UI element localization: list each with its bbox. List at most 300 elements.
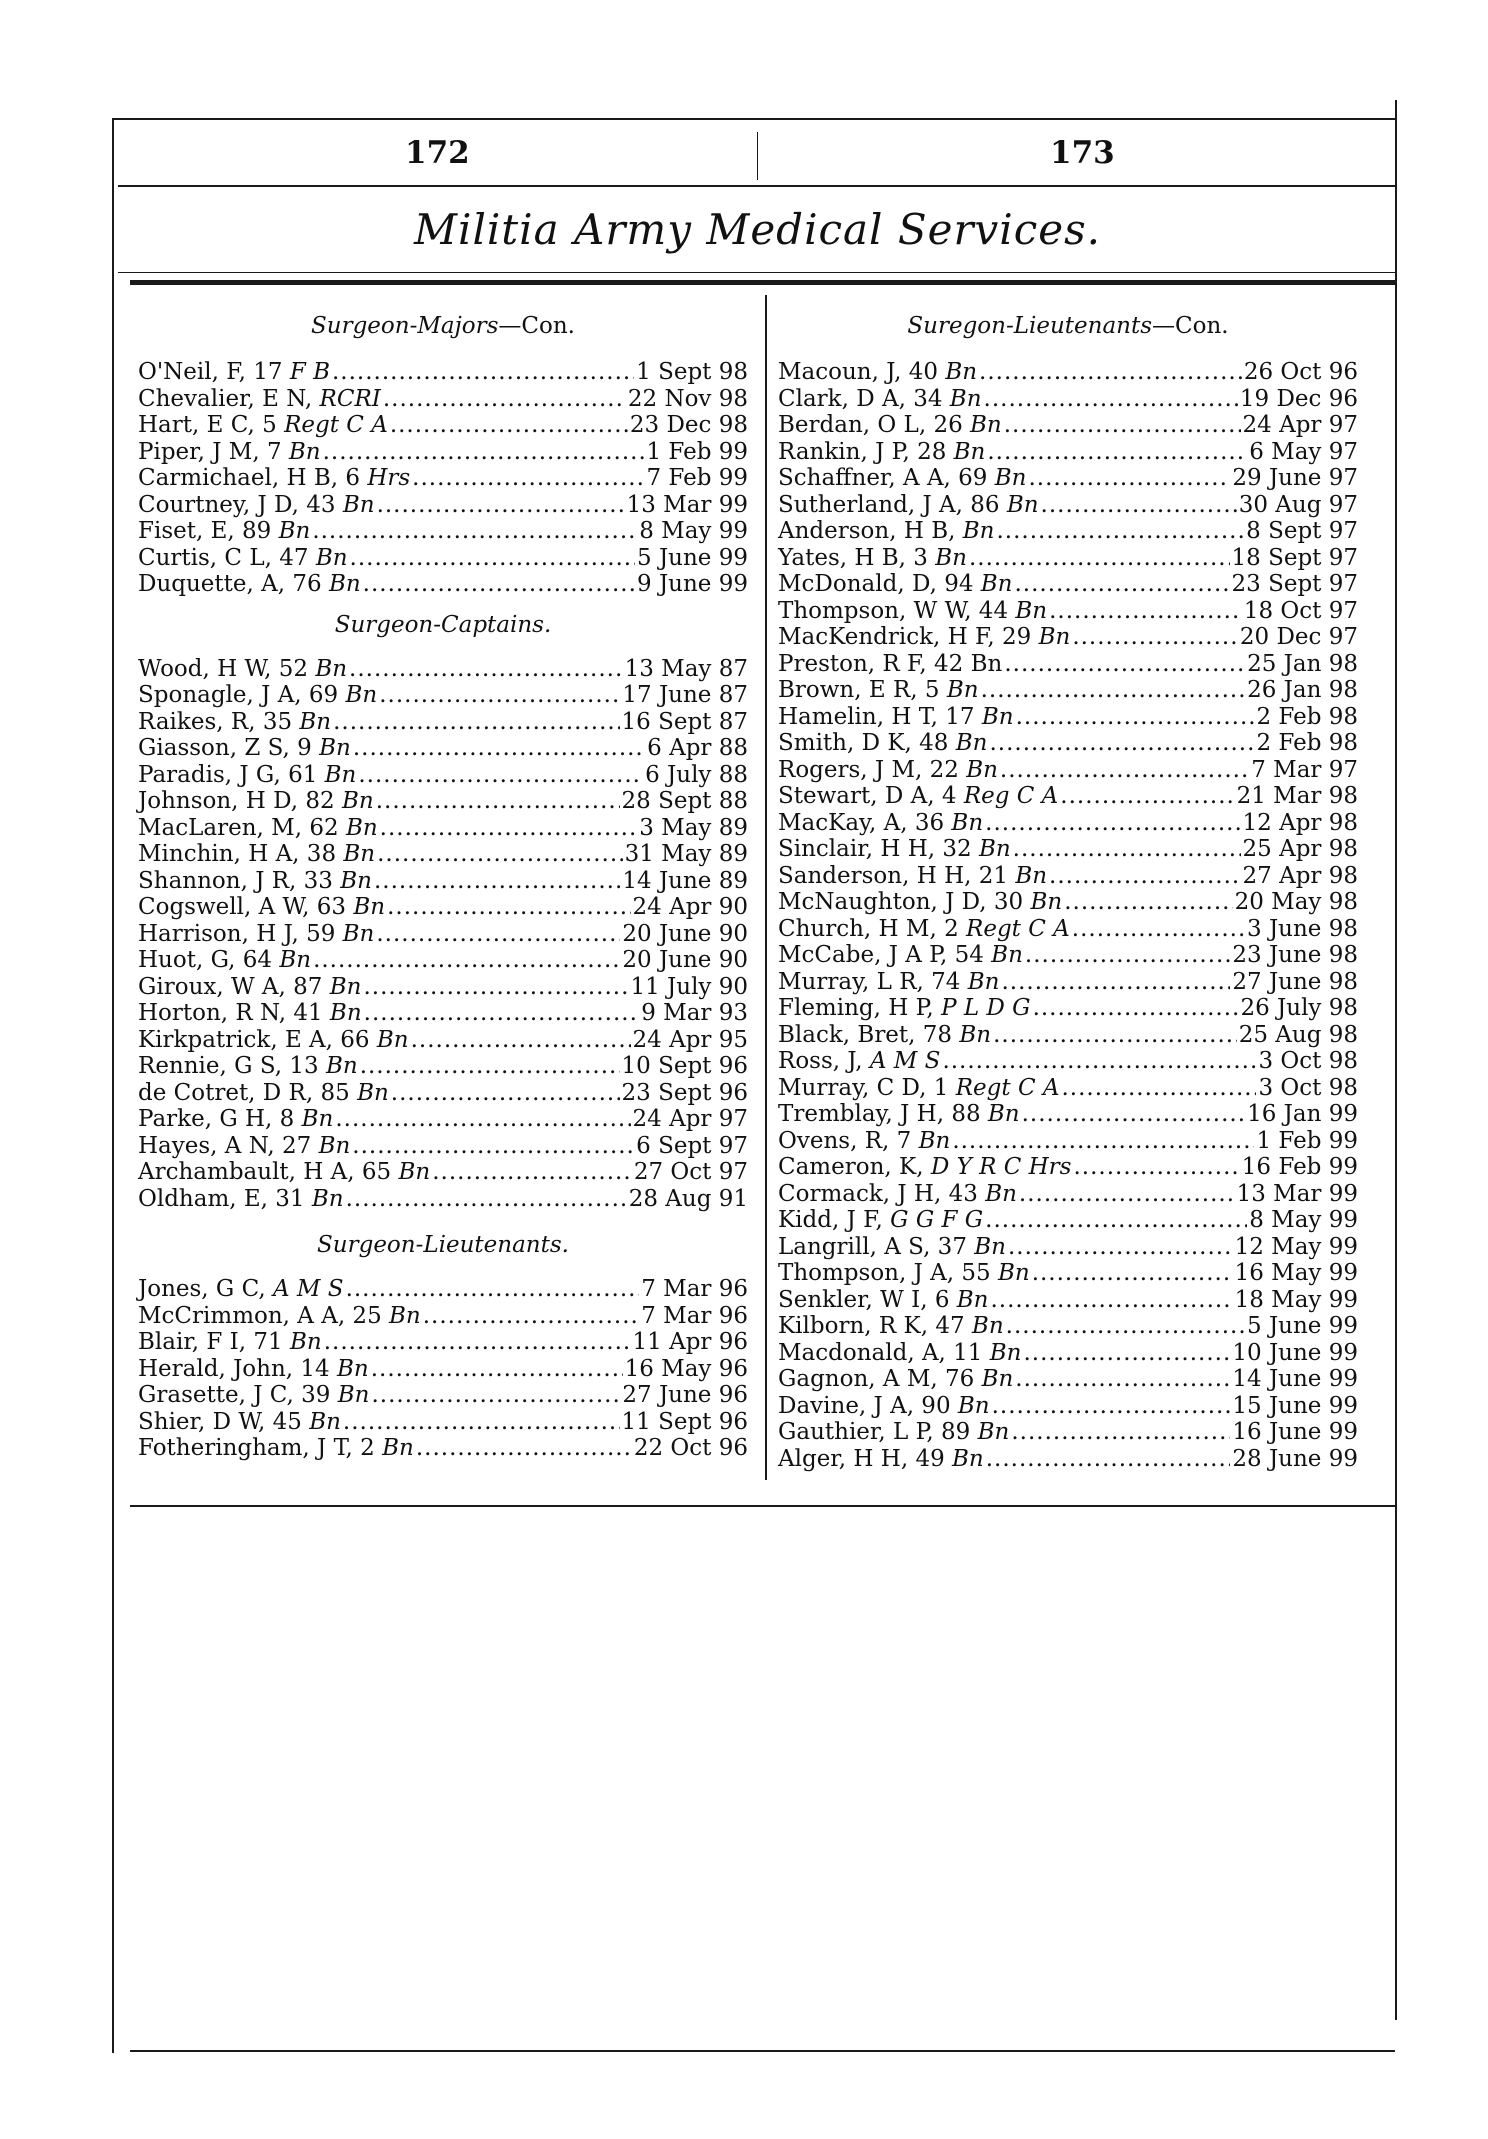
- officer-name-text: MacKendrick, H F, 29: [778, 624, 1032, 650]
- appointment-date: 18 Oct 97: [1243, 597, 1358, 624]
- officer-name-text: Blair, F I, 71: [138, 1329, 283, 1355]
- dot-leader: [986, 1446, 1231, 1473]
- appointment-date: 25 Apr 98: [1242, 836, 1358, 862]
- frame-right-rule: [1395, 100, 1397, 2020]
- officer-name: [778, 386, 982, 413]
- page-number-left: 172: [405, 135, 470, 171]
- dot-leader: [377, 492, 625, 519]
- dot-leader: [985, 1207, 1247, 1234]
- officer-name-text: Fleming, H P,: [778, 995, 934, 1021]
- dot-leader: [987, 439, 1247, 466]
- officer-unit: Bn: [952, 1445, 984, 1472]
- dot-leader: [1064, 889, 1232, 916]
- officer-entry: [138, 1382, 748, 1409]
- officer-name: [138, 1276, 344, 1303]
- officer-name: [138, 656, 347, 683]
- appointment-date: 3 Oct 98: [1258, 1048, 1358, 1074]
- officer-name-text: Black, Bret, 78: [778, 1021, 953, 1048]
- officer-unit: Bn: [340, 867, 372, 894]
- officer-entry: [138, 518, 748, 545]
- officer-name-text: Paradis, J G, 61: [138, 761, 318, 788]
- dot-leader: [376, 921, 620, 948]
- dot-leader: [1016, 704, 1255, 731]
- officer-name-text: Courtney, J D, 43: [138, 491, 336, 518]
- appointment-date: 28 Sept 88: [621, 788, 748, 814]
- officer-unit: Bn: [1015, 862, 1048, 889]
- dot-leader: [979, 359, 1242, 386]
- section-heading: [778, 313, 1358, 339]
- dot-leader: [371, 1382, 620, 1409]
- officer-name-text: Berdan, O L, 26: [778, 412, 963, 438]
- officer-name: [778, 810, 983, 837]
- officer-name-text: Rennie, G S, 13: [138, 1053, 319, 1079]
- appointment-date: 20 May 98: [1234, 889, 1358, 915]
- officer-name: [778, 677, 979, 704]
- officer-entry: [778, 545, 1358, 572]
- dot-leader: [335, 1106, 630, 1133]
- officer-name-text: Shier, D W, 45: [138, 1408, 302, 1435]
- officer-unit: Bn: [987, 1101, 1020, 1127]
- officer-name-text: Ovens, R, 7: [778, 1127, 912, 1154]
- officer-name-text: Schaffner, A A, 69: [778, 465, 988, 491]
- dot-leader: [1000, 757, 1249, 784]
- dot-leader: [352, 1133, 634, 1160]
- officer-unit: Bn: [1015, 597, 1048, 624]
- appointment-date: 7 Mar 96: [641, 1276, 748, 1302]
- officer-unit: Bn: [957, 1392, 990, 1419]
- dot-leader: [350, 545, 635, 572]
- officer-name-text: Ross, J,: [778, 1048, 863, 1074]
- dot-leader: [942, 1048, 1256, 1075]
- officer-unit: Bn: [342, 491, 375, 518]
- appointment-date: 16 Feb 99: [1241, 1154, 1358, 1180]
- officer-name-text: Sponagle, J A, 69: [138, 682, 339, 708]
- officer-name-text: Oldham, E, 31: [138, 1185, 305, 1212]
- section-surgeon-captains: [138, 612, 748, 1213]
- officer-unit: Bn: [345, 682, 378, 708]
- officer-unit: Bn: [315, 655, 348, 682]
- appointment-date: 5 June 99: [1247, 1313, 1358, 1339]
- officer-name: [778, 889, 1062, 916]
- appointment-date: 1 Feb 99: [646, 438, 748, 465]
- dot-leader: [313, 947, 620, 974]
- appointment-date: 16 Sept 87: [621, 708, 748, 735]
- appointment-date: 22 Oct 96: [633, 1435, 748, 1461]
- officer-unit: Bn: [991, 942, 1023, 968]
- dot-leader: [985, 810, 1240, 837]
- officer-name: [138, 682, 377, 709]
- officer-name: [778, 757, 998, 784]
- dot-leader: [1041, 492, 1237, 519]
- officer-name-text: Wood, H W, 52: [138, 655, 308, 682]
- officer-name: [138, 947, 311, 974]
- section-heading: [138, 313, 748, 339]
- officer-name: [778, 624, 1070, 651]
- dot-leader: [993, 1022, 1237, 1049]
- officer-name: [138, 545, 348, 572]
- officer-unit: Bn: [966, 756, 998, 783]
- officer-entry: [778, 412, 1358, 439]
- officer-name-text: McNaughton, J D, 30: [778, 889, 1024, 915]
- appointment-date: 14 June 99: [1232, 1366, 1358, 1392]
- title-rule-thick: [130, 280, 1395, 285]
- officer-name-text: Langrill, A S, 37: [778, 1233, 967, 1260]
- officer-name: [778, 1207, 983, 1234]
- officer-name: [138, 386, 381, 413]
- dot-leader: [353, 735, 645, 762]
- dot-leader: [324, 1329, 631, 1356]
- officer-name: [778, 1234, 1006, 1261]
- officer-name: [138, 571, 361, 598]
- appointment-date: 11 Sept 96: [621, 1408, 748, 1435]
- dot-leader: [412, 465, 644, 492]
- officer-name: [778, 1128, 950, 1155]
- dot-leader: [387, 894, 630, 921]
- officer-unit: Bn: [329, 1000, 362, 1026]
- officer-name-text: Carmichael, H B, 6: [138, 465, 360, 491]
- officer-name-text: Yates, H B, 3: [778, 544, 928, 571]
- officer-name-text: Horton, R N, 41: [138, 1000, 323, 1026]
- header-divider: [757, 132, 758, 180]
- officer-unit: Bn: [955, 730, 988, 756]
- officer-name: [138, 1027, 409, 1054]
- dot-leader: [358, 762, 643, 789]
- officer-entry: [138, 439, 748, 466]
- appointment-date: 8 May 99: [1249, 1207, 1358, 1233]
- officer-unit: A M S: [273, 1276, 344, 1302]
- officer-name-text: Hayes, A N, 27: [138, 1132, 312, 1159]
- dot-leader: [1022, 1101, 1245, 1128]
- dot-leader: [360, 1053, 620, 1080]
- dot-leader: [363, 974, 628, 1001]
- officer-unit: P L D G: [941, 995, 1031, 1021]
- dot-leader: [1028, 465, 1230, 492]
- officer-unit: Bn: [951, 809, 984, 836]
- officer-entry: [138, 1106, 748, 1133]
- officer-name: [138, 1356, 369, 1383]
- officer-entry: [138, 571, 748, 598]
- officer-name-text: Macdonald, A, 11: [778, 1339, 983, 1366]
- officer-name-text: Sanderson, H H, 21: [778, 862, 1009, 889]
- section-heading-title: Surgeon-Lieutenants.: [317, 1232, 569, 1258]
- dot-leader: [1019, 1181, 1235, 1208]
- officer-name: [778, 1419, 1009, 1446]
- officer-unit: Bn: [301, 1106, 334, 1132]
- officer-unit: Bn: [278, 518, 311, 544]
- dot-leader: [989, 730, 1254, 757]
- appointment-date: 12 Apr 98: [1242, 809, 1358, 836]
- appointment-date: 27 Oct 97: [633, 1159, 748, 1185]
- officer-entry: [778, 995, 1358, 1022]
- officer-entry: [138, 1409, 748, 1436]
- officer-unit: Bn: [1006, 491, 1039, 518]
- dot-leader: [1025, 942, 1230, 969]
- officer-name: [138, 412, 388, 439]
- officer-name-text: Tremblay, J H, 88: [778, 1101, 981, 1127]
- officer-unit: Bn: [971, 1313, 1004, 1339]
- officer-name: [778, 1181, 1017, 1208]
- dot-leader: [1060, 783, 1234, 810]
- dot-leader: [984, 386, 1238, 413]
- appointment-date: 2 Feb 98: [1256, 703, 1358, 730]
- officer-entry: [778, 836, 1358, 863]
- officer-name-text: Cormack, J H, 43: [778, 1180, 978, 1207]
- officer-entry: [138, 1027, 748, 1054]
- officer-name: [778, 704, 1014, 731]
- officer-entry: [778, 783, 1358, 810]
- officer-entry: [138, 815, 748, 842]
- officer-name: [138, 1435, 414, 1462]
- officer-unit: Bn: [329, 973, 362, 1000]
- section-heading: [138, 1232, 748, 1258]
- officer-entry: [778, 730, 1358, 757]
- dot-leader: [346, 1186, 627, 1213]
- dot-leader: [376, 788, 620, 815]
- officer-name: [778, 1048, 940, 1075]
- officer-name-text: Archambault, H A, 65: [138, 1159, 392, 1185]
- officer-unit: Bn: [970, 412, 1002, 438]
- officer-entry: [138, 492, 748, 519]
- appointment-date: 10 Sept 96: [621, 1053, 748, 1079]
- appointment-date: 23 Dec 98: [629, 412, 748, 438]
- officer-name-text: Fiset, E, 89: [138, 518, 272, 544]
- dot-leader: [1001, 969, 1230, 996]
- officer-name-text: Smith, D K, 48: [778, 730, 949, 756]
- officer-unit: Bn: [935, 544, 967, 571]
- appointment-date: 13 Mar 99: [626, 491, 748, 518]
- officer-unit: Bn: [962, 518, 995, 544]
- officer-name: [138, 815, 378, 842]
- dot-leader: [1013, 836, 1241, 863]
- officer-unit: Bn: [324, 761, 357, 788]
- officer-entry: [778, 1393, 1358, 1420]
- appointment-date: 16 May 96: [624, 1355, 748, 1382]
- appointment-date: 18 May 99: [1234, 1286, 1358, 1313]
- appointment-date: 8 Sept 97: [1246, 518, 1358, 544]
- officer-entry: [778, 1287, 1358, 1314]
- officer-name: [778, 571, 1013, 598]
- officer-name-text: Huot, G, 64: [138, 947, 273, 973]
- section-heading-suffix: —Con.: [1152, 313, 1229, 339]
- officer-unit: Bn: [341, 788, 374, 814]
- officer-entry: [778, 1101, 1358, 1128]
- officer-unit: Bn: [345, 814, 378, 841]
- officer-unit: Bn: [945, 359, 978, 385]
- officer-unit: Bn: [1038, 624, 1071, 650]
- appointment-date: 1 Sept 98: [636, 359, 748, 385]
- officer-name: [778, 465, 1026, 492]
- officer-unit: Bn: [953, 438, 986, 465]
- dot-leader: [1015, 1366, 1230, 1393]
- officer-unit: G G F G: [890, 1207, 984, 1233]
- appointment-date: 6 July 88: [645, 761, 748, 788]
- dot-leader: [981, 677, 1246, 704]
- appointment-date: 23 June 98: [1232, 942, 1358, 968]
- officer-name-text: Sutherland, J A, 86: [778, 491, 1000, 518]
- officer-name: [138, 1382, 369, 1409]
- officer-name-text: Stewart, D A, 4: [778, 783, 957, 809]
- appointment-date: 17 June 87: [622, 682, 748, 708]
- appointment-date: 13 Mar 99: [1236, 1180, 1358, 1207]
- officer-name: [138, 1303, 421, 1330]
- officer-unit: Bn: [967, 968, 1000, 995]
- officer-name: [778, 1154, 1071, 1181]
- officer-unit: Bn: [325, 1053, 358, 1079]
- dot-leader: [969, 545, 1230, 572]
- dot-leader: [349, 656, 623, 683]
- dot-leader: [1033, 995, 1239, 1022]
- officer-unit: Bn: [956, 1286, 989, 1313]
- officer-unit: Bn: [309, 1408, 341, 1435]
- officer-name-text: Davine, J A, 90: [778, 1392, 951, 1419]
- dot-leader: [374, 868, 620, 895]
- officer-name: [778, 1287, 989, 1314]
- officer-unit: Bn: [398, 1159, 431, 1185]
- officer-entry: [138, 656, 748, 683]
- officer-unit: Bn: [315, 544, 348, 571]
- officer-name-text: Thompson, W W, 44: [778, 597, 1009, 624]
- officer-name-text: McCabe, J A P, 54: [778, 942, 984, 968]
- dot-leader: [1049, 863, 1240, 890]
- officer-entry: [138, 1329, 748, 1356]
- officer-entry: [138, 1186, 748, 1213]
- frame-left-rule: [112, 118, 114, 2053]
- officer-name: [138, 894, 385, 921]
- officer-entry: [778, 465, 1358, 492]
- title-rule-thin: [118, 272, 1395, 273]
- officer-entry: [778, 1181, 1358, 1208]
- officer-name: [138, 709, 331, 736]
- officer-name: [138, 492, 375, 519]
- officer-name-text: Harrison, H J, 59: [138, 920, 336, 947]
- right-column: [778, 313, 1358, 1472]
- officer-entry: [138, 1356, 748, 1383]
- appointment-date: 1 Feb 99: [1256, 1127, 1358, 1154]
- appointment-date: 31 May 89: [624, 841, 748, 867]
- officer-name-text: Jones, G C,: [138, 1276, 266, 1302]
- officer-entry: [778, 1207, 1358, 1234]
- section-surgeon-lieutenants-continued: [778, 313, 1358, 1472]
- officer-name-text: Giasson, Z S, 9: [138, 735, 312, 761]
- officer-entry: [778, 1340, 1358, 1367]
- appointment-date: 15 June 99: [1232, 1392, 1358, 1419]
- dot-leader: [379, 682, 620, 709]
- officer-name: [778, 1446, 984, 1473]
- dot-leader: [1023, 1340, 1230, 1367]
- officer-name-text: MacLaren, M, 62: [138, 814, 339, 841]
- dot-leader: [411, 1027, 631, 1054]
- officer-unit: Bn: [980, 571, 1013, 597]
- officer-name: [138, 1186, 344, 1213]
- officer-entry: [138, 545, 748, 572]
- dot-leader: [323, 439, 645, 466]
- officer-name: [138, 1409, 341, 1436]
- officer-name-text: Parke, G H, 8: [138, 1106, 295, 1132]
- dot-leader: [1072, 624, 1238, 651]
- officer-name: [778, 545, 967, 572]
- dot-leader: [1073, 1154, 1239, 1181]
- appointment-date: 6 Sept 97: [636, 1132, 748, 1159]
- officer-unit: Bn: [337, 1382, 370, 1408]
- dot-leader: [364, 1000, 640, 1027]
- appointment-date: 26 Jan 98: [1247, 677, 1358, 703]
- officer-name: [778, 598, 1047, 625]
- officer-name-text: Murray, L R, 74: [778, 968, 961, 995]
- officer-name: [138, 1080, 389, 1107]
- dot-leader: [1072, 916, 1245, 943]
- appointment-date: 25 Aug 98: [1238, 1021, 1358, 1048]
- officer-name-text: O'Neil, F, 17: [138, 359, 283, 385]
- officer-name-text: Hamelin, H T, 17: [778, 703, 975, 730]
- officer-unit: Bn: [336, 1355, 369, 1382]
- officer-entry: [138, 1080, 748, 1107]
- officer-name: [138, 465, 410, 492]
- officer-unit: Regt C A: [284, 412, 388, 438]
- officer-entry: [138, 1303, 748, 1330]
- appointment-date: 27 Apr 98: [1242, 862, 1358, 889]
- officer-name-text: de Cotret, D R, 85: [138, 1079, 350, 1106]
- officer-unit: Bn: [978, 836, 1011, 862]
- dot-leader: [992, 1393, 1231, 1420]
- officer-unit: Bn: [299, 708, 332, 735]
- appointment-date: 26 Oct 96: [1243, 359, 1358, 385]
- officer-name-text: Alger, H H, 49: [778, 1445, 945, 1472]
- frame-bottom-rule: [130, 2050, 1395, 2052]
- officer-entry: [778, 1234, 1358, 1261]
- appointment-date: 18 Sept 97: [1231, 544, 1358, 571]
- officer-entry: [138, 1053, 748, 1080]
- appointment-date: 13 May 87: [624, 655, 748, 682]
- officer-name-text: Rogers, J M, 22: [778, 756, 959, 783]
- dot-leader: [312, 518, 637, 545]
- officer-entry: [778, 1022, 1358, 1049]
- officer-unit: Bn: [997, 1260, 1030, 1286]
- officer-name: [778, 969, 999, 996]
- officer-unit: Bn: [288, 438, 321, 465]
- officer-entry: [138, 974, 748, 1001]
- officer-entry: [778, 1048, 1358, 1075]
- officer-unit: Bn: [382, 1435, 414, 1461]
- officer-unit: Bn: [981, 1366, 1014, 1392]
- officer-unit: Bn: [343, 841, 376, 867]
- officer-entry: [778, 492, 1358, 519]
- officer-name-text: MacKay, A, 36: [778, 809, 945, 836]
- appointment-date: 3 Oct 98: [1258, 1074, 1358, 1101]
- officer-entry: [778, 624, 1358, 651]
- officer-name: [138, 974, 361, 1001]
- officer-name-text: Johnson, H D, 82: [138, 788, 335, 814]
- officer-name-text: Herald, John, 14: [138, 1355, 330, 1382]
- officer-unit: Bn: [1030, 889, 1063, 915]
- appointment-date: 19 Dec 96: [1239, 385, 1358, 412]
- officer-name-text: Minchin, H A, 38: [138, 841, 337, 867]
- officer-entry: [138, 709, 748, 736]
- officer-unit: Bn: [981, 703, 1014, 730]
- officer-name-text: McCrimmon, A A, 25: [138, 1302, 382, 1329]
- officer-entry: [138, 947, 748, 974]
- officer-unit: Bn: [989, 1339, 1022, 1366]
- officer-name-text: Sinclair, H H, 32: [778, 836, 972, 862]
- officer-entry: [778, 386, 1358, 413]
- officer-name-text: Murray, C D, 1: [778, 1074, 949, 1101]
- officer-unit: Bn: [353, 894, 386, 920]
- officer-name-text: Anderson, H B,: [778, 518, 956, 544]
- officer-name: [778, 1260, 1030, 1287]
- officer-unit: Bn: [985, 1180, 1017, 1207]
- section-heading-suffix: —Con.: [498, 313, 575, 339]
- officer-name: [778, 863, 1047, 890]
- officer-name-text: Kidd, J F,: [778, 1207, 883, 1233]
